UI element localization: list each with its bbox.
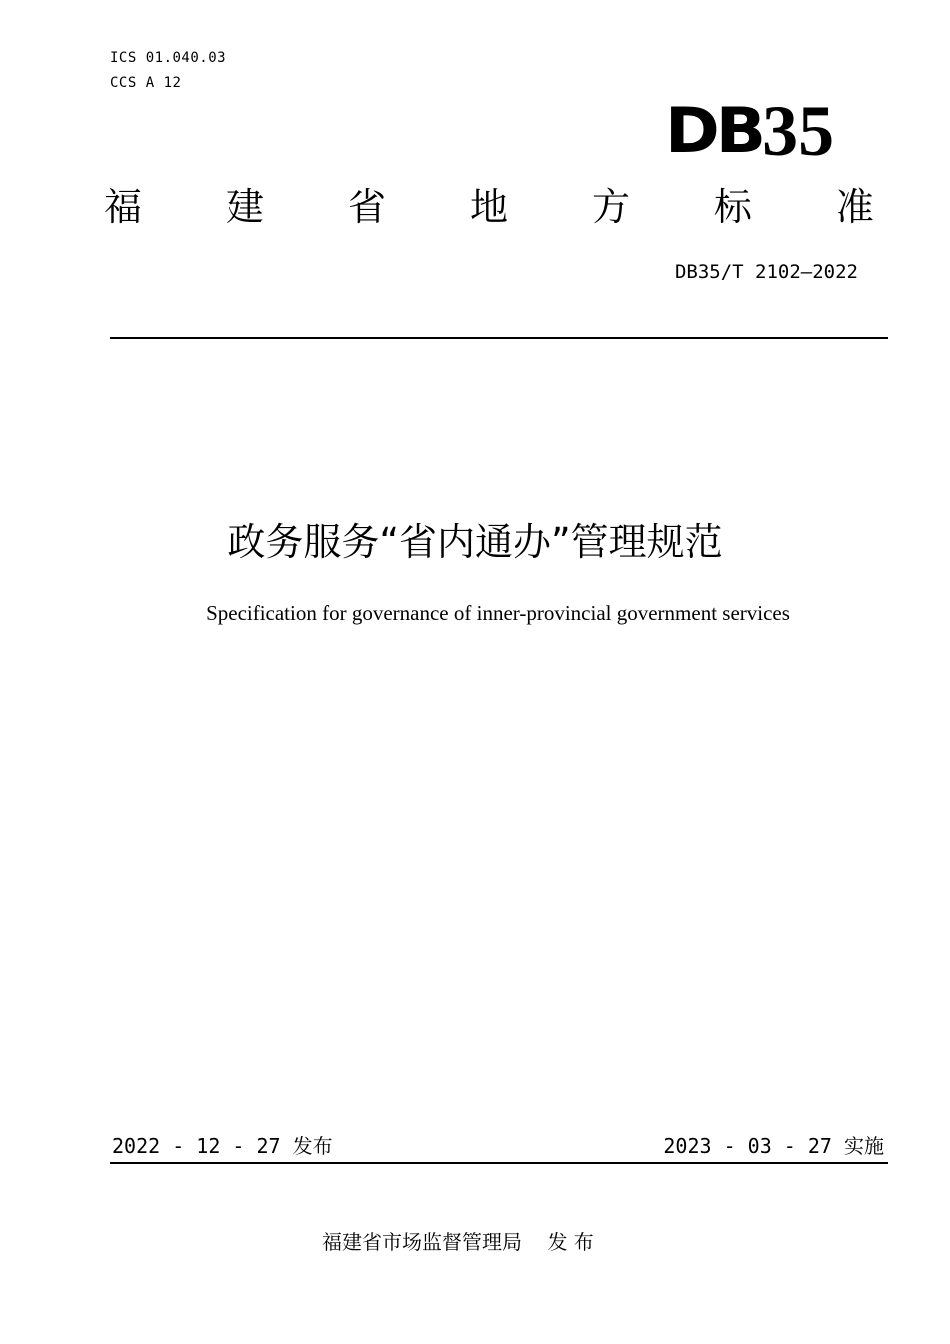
document-title-chinese: 政务服务“省内通办”管理规范 bbox=[227, 520, 723, 564]
document-title-english: Specification for governance of inner-provincial government services bbox=[206, 601, 790, 625]
standard-type-char: 福 bbox=[104, 185, 143, 229]
ics-code: ICS 01.040.03 bbox=[110, 50, 227, 66]
issuer-action: 发 布 bbox=[547, 1230, 594, 1254]
standard-number: DB35/T 2102—2022 bbox=[674, 261, 858, 283]
standard-type-char: 方 bbox=[591, 185, 630, 229]
issuer-name: 福建省市场监督管理局 bbox=[322, 1230, 522, 1254]
standard-type-char: 建 bbox=[225, 185, 264, 229]
implement-date: 2023 - 03 - 27 实施 bbox=[663, 1134, 884, 1158]
logo-number: 35 bbox=[762, 91, 835, 171]
top-divider bbox=[110, 337, 888, 339]
bottom-divider bbox=[110, 1162, 888, 1164]
standard-type-char: 省 bbox=[347, 185, 386, 229]
standard-type-char: 地 bbox=[469, 185, 508, 229]
ccs-code: CCS A 12 bbox=[110, 75, 182, 91]
issuer-line bbox=[322, 1228, 594, 1256]
standard-type-char: 标 bbox=[713, 185, 752, 229]
standard-type-heading bbox=[104, 183, 874, 231]
db35-logo bbox=[665, 91, 885, 171]
logo-prefix: DB bbox=[665, 93, 763, 168]
standard-type-char: 准 bbox=[835, 185, 874, 229]
publish-date: 2022 - 12 - 27 发布 bbox=[112, 1134, 333, 1158]
